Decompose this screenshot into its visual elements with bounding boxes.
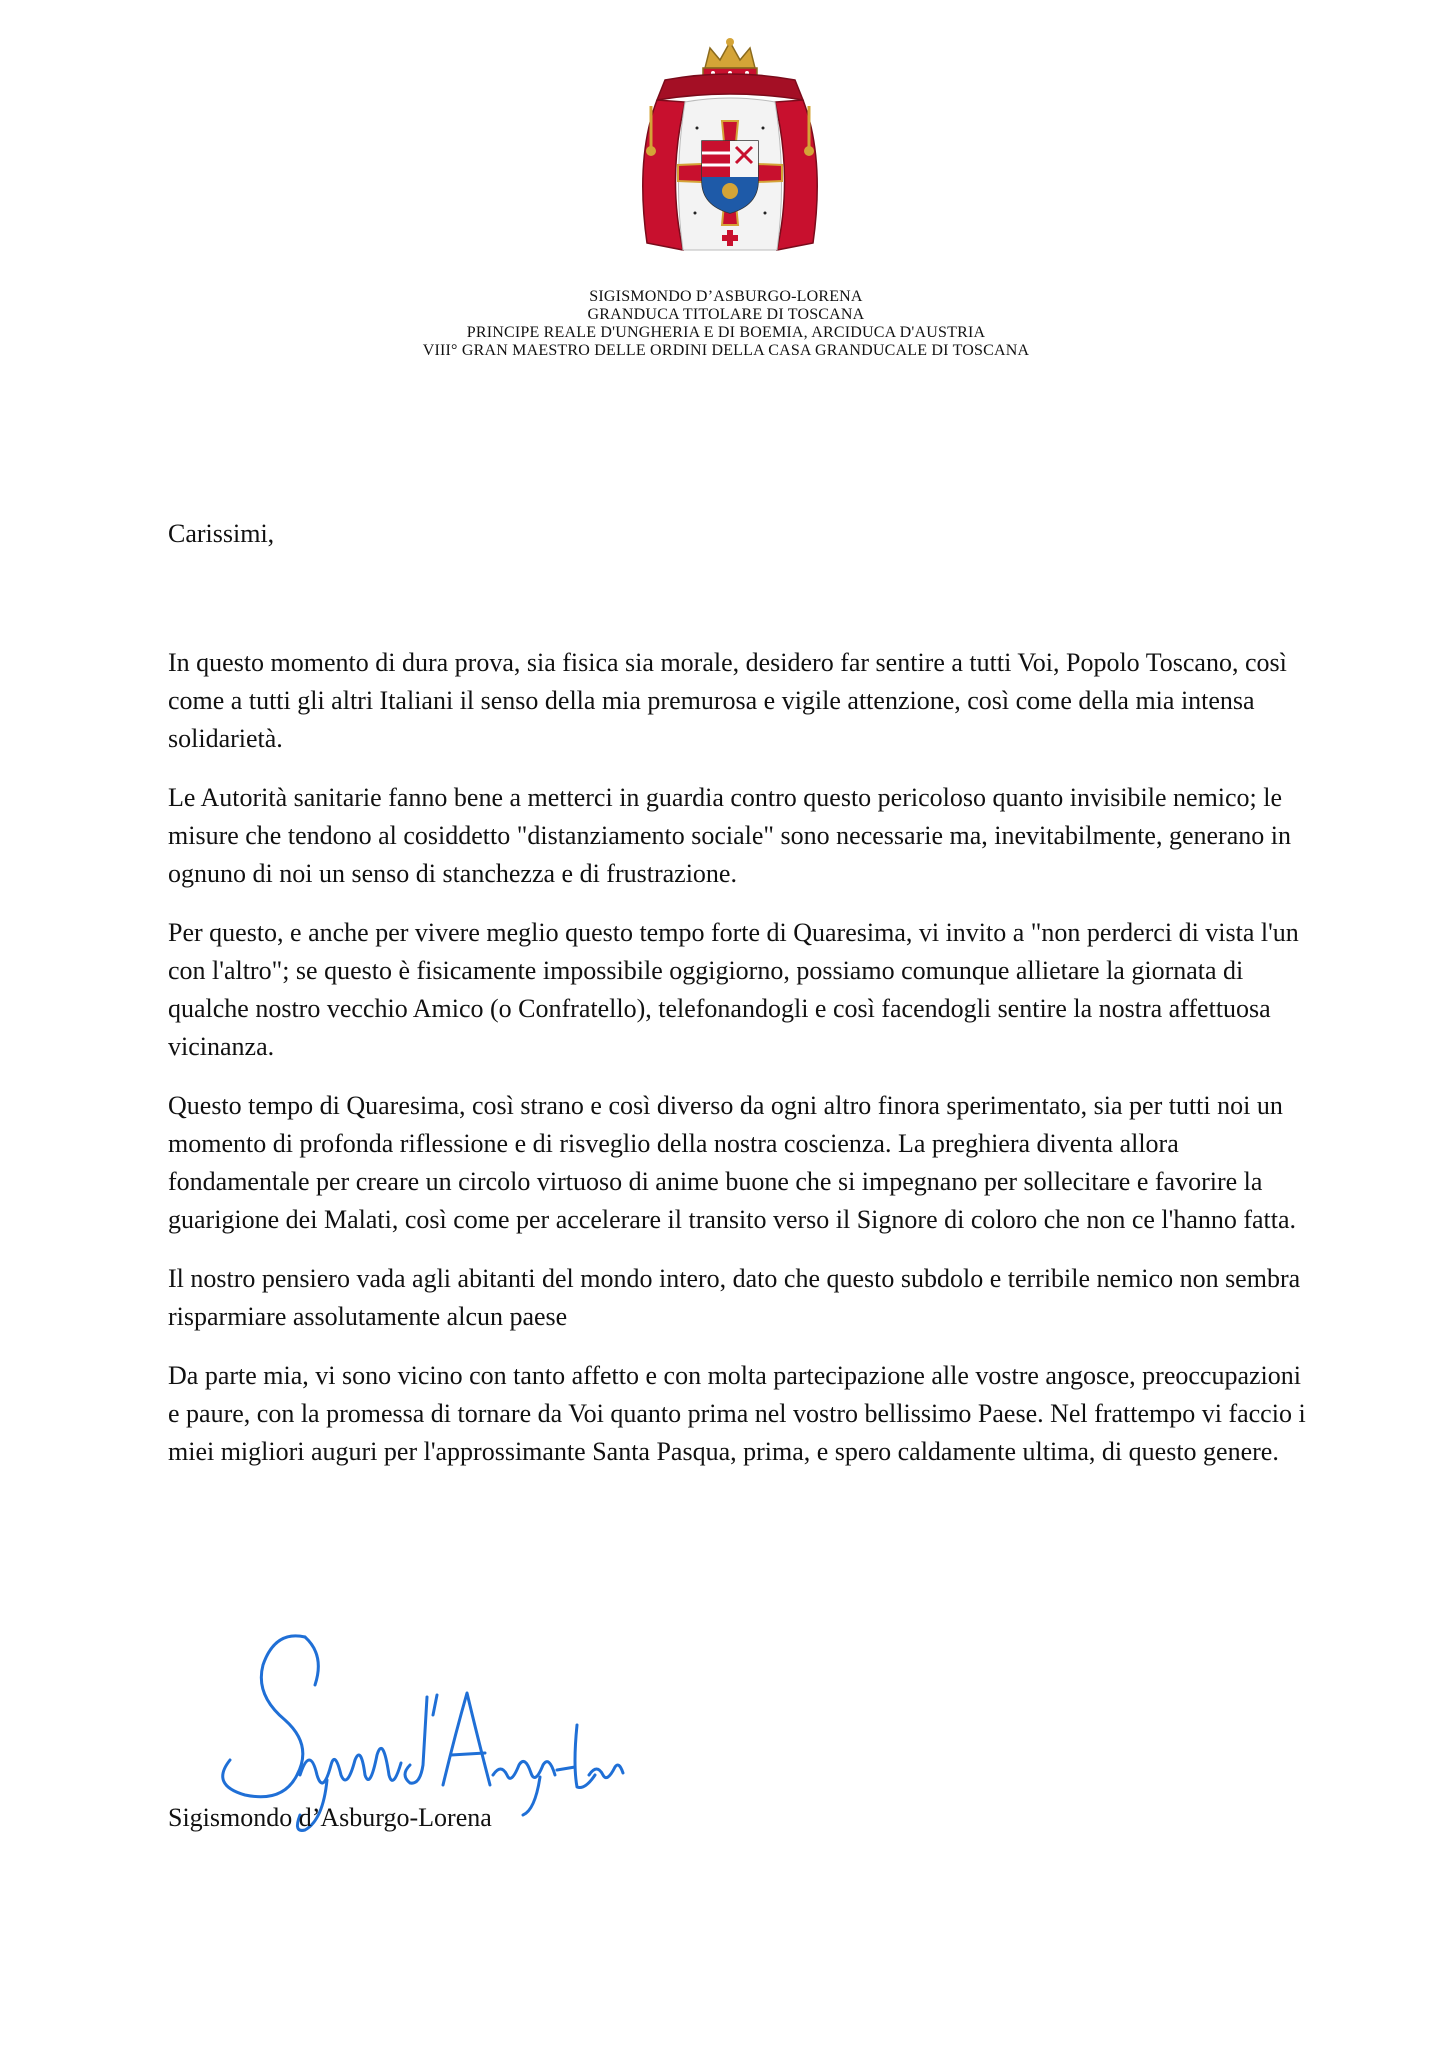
letter-paragraph: In questo momento di dura prova, sia fisica sia morale, desidero far sentire a tutti Voi, Popolo Toscano, così come a tutti gli altri Italiani il senso della mia premurosa e vigile attenzione, così come della mia intensa solidarietà. [168,648,1287,753]
letterhead-title-grand-duke: GRANDUCA TITOLARE DI TOSCANA [587,306,865,323]
signer-name: Sigismondo d’Asburgo-Lorena [168,1803,492,1832]
letter-paragraph: Il nostro pensiero vada agli abitanti del mondo intero, dato che questo subdolo e terribile nemico non sembra risparmiare assolutamente alcun paese [168,1264,1301,1331]
letterhead [0,288,1452,360]
letter-body [168,644,1318,1492]
letter-paragraph: Le Autorità sanitarie fanno bene a metterci in guardia contro questo pericoloso quanto invisibile nemico; le misure che tendono al cosiddetto "distanziamento sociale" sono necessarie ma, inevitabilmente, generano in ognuno di noi un senso di stanchezza e di frustrazione. [168,783,1291,888]
coat-of-arms-icon [555,38,905,268]
letter-paragraph: Questo tempo di Quaresima, così strano e così diverso da ogni altro finora sperimentato, sia per tutti noi un momento di profonda riflessione e di risveglio della nostra coscienza. La preghiera diventa allora fondamentale per creare un circolo virtuoso di anime buone che si impegnano per sollecitare e favorire la guarigione dei Malati, così come per accelerare il transito verso il Signore di coloro che non ce l'hanno fatta. [168,1091,1297,1234]
letter-paragraph: Per questo, e anche per vivere meglio questo tempo forte di Quaresima, vi invito a "non perderci di vista l'un con l'altro"; se questo è fisicamente impossibile oggigiorno, possiamo comunque allietare la giornata di qualche nostro vecchio Amico (o Confratello), telefonandogli e così facendogli sentire la nostra affettuosa vicinanza. [168,918,1299,1061]
letterhead-title-grand-master: VIII° GRAN MAESTRO DELLE ORDINI DELLA CASA GRANDUCALE DI TOSCANA [422,342,1030,359]
letter-paragraph: Da parte mia, vi sono vicino con tanto affetto e con molta partecipazione alle vostre angosce, preoccupazioni e paure, con la promessa di tornare da Voi quanto prima nel vostro bellissimo Paese. Nel frattempo vi faccio i miei migliori auguri per l'approssimante Santa Pasqua, prima, e spero caldamente ultima, di questo genere. [168,1361,1306,1466]
letterhead-name: SIGISMONDO D’ASBURGO-LORENA [589,288,863,305]
letterhead-title-prince: PRINCIPE REALE D'UNGHERIA E DI BOEMIA, ARCIDUCA D'AUSTRIA [466,324,986,341]
letter-salutation: Carissimi, [168,519,275,548]
